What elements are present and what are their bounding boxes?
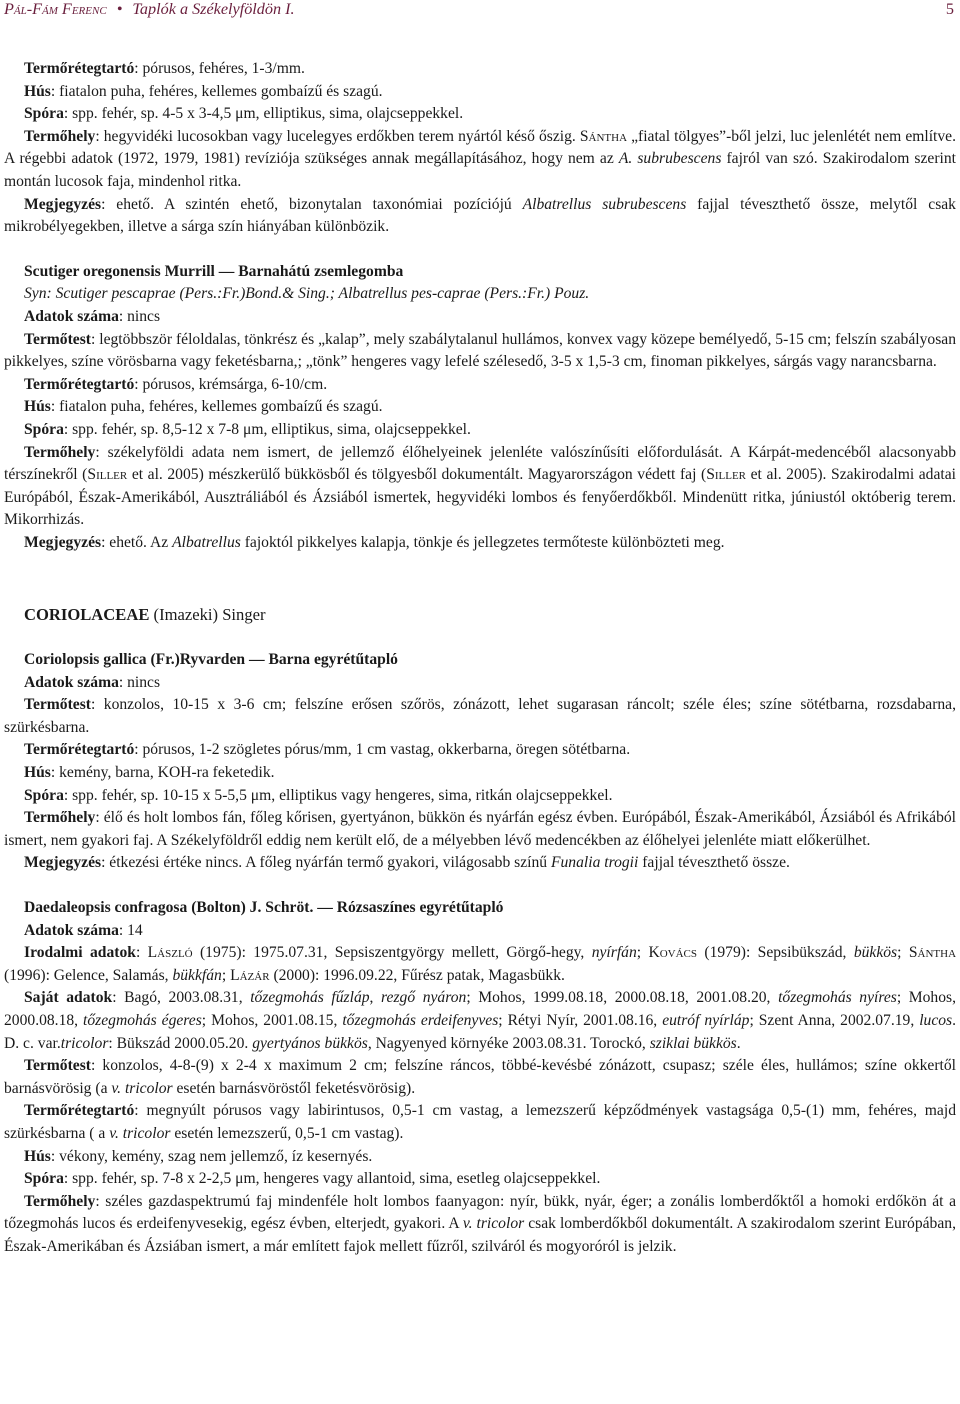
paragraph-b26: Irodalmi adatok: László (1975): 1975.07.31, Sepsiszentgyörgy mellett, Görgő-hegy, nyírfán; Kovács (1979): Sepsibükszád, bükkös; Sántha (1996): Gelence, Salamás, bükkfán; Lázár (2000): 1996.09.22, Fűrész patak, Magasbükk. — [4, 944, 957, 984]
paragraph-b22: Termőhely: élő és holt lombos fán, főleg kőrisen, gyertyánon, bükkön és nyárfán egész évben. Európából, Észak-Amerikából, Ázsiából és Afrikából ismert, nem gyakori faj. A Székelyföldről eddig nem került elő, de a mélyebben lévő medencékben az élőhelyei jelenléte miatt előkerülhet. — [4, 809, 956, 849]
header-author: Pál-Fám Ferenc — [4, 0, 107, 18]
header-title: Taplók a Székelyföldön I. — [132, 0, 295, 18]
paragraph-b2: Hús: fiatalon puha, fehéres, kellemes gombaízű és szagú. — [24, 82, 383, 100]
paragraph-b19: Termőrétegtartó: pórusos, 1-2 szögletes pórus/mm, 1 cm vastag, okkerbarna, öregen sötétbarna. — [24, 741, 631, 759]
paragraph-b6: Scutiger oregonensis Murrill — Barnahátú zsemlegomba — [24, 262, 404, 280]
paragraph-b1: Termőrétegtartó: pórusos, fehéres, 1-3/mm. — [24, 60, 305, 77]
paragraph-b21: Spóra: spp. fehér, sp. 10-15 x 5-5,5 μm, elliptikus vagy hengeres, sima, ritkán olajcseppekkel. — [24, 786, 613, 804]
page-number: 5 — [945, 0, 954, 18]
paragraph-b3: Spóra: spp. fehér, sp. 4-5 x 3-4,5 μm, elliptikus, sima, olajcseppekkel. — [24, 105, 464, 123]
header-bullet: • — [116, 0, 123, 18]
paragraph-b28: Termőtest: konzolos, 4-8-(9) x 2-4 x maximum 2 cm; felszíne ráncos, többé-kevésbé zónázott, csupasz; széle éles, hullámos; színe okkertől barnásvörösig (a v. tricolor esetén barnásvöröstől feketésvörösig). — [4, 1057, 956, 1097]
paragraph-b24: Daedaleopsis confragosa (Bolton) J. Schröt. — Rózsaszínes egyrétűtapló — [24, 899, 504, 916]
paragraph-b27: Saját adatok: Bagó, 2003.08.31, tőzegmohás fűzláp, rezgő nyáron; Mohos, 1999.08.18, 2000.08.18, 2001.08.20, tőzegmohás nyíres; Mohos, 2000.08.18, tőzegmohás égeres; Mohos, 2001.08.15, tőzegmohás erdeifenyves; Rétyi Nyír, 2001.08.16, eutróf nyírláp; Szent Anna, 2002.07.19, lucos. D. c. var.tricolor: Bükszád 2000.05.20. gyertyános bükkös, Nagyenyed környéke 2003.08.31. Torockó, sziklai bükkös. — [4, 989, 957, 1052]
paragraph-b32: Termőhely: széles gazdaspektrumú faj mindenféle holt lombos faanyagon: nyír, bükk, nyár, éger; a zonális lomberdőktől a homoki erdőkön át a tőzegmohás lucos és erdeifenyvesekig, egész évben, elterjedt, gyakori. A v. tricolor csak lomberdőkből dokumentált. A szakirodalom szerint Európában, Észak-Amerikában és Ázsiában ismert, a már említett fajok mellett fűzről, szilváról és mogyoróról is jelzik. — [4, 1192, 956, 1255]
paragraph-b15: CORIOLACEAE (Imazeki) Singer — [24, 605, 266, 625]
paragraph-b8: Adatok száma: nincs — [24, 307, 161, 325]
paragraph-b14: Megjegyzés: ehető. Az Albatrellus fajoktól pikkelyes kalapja, tönkje és jellegzetes termőteste különbözteti meg. — [24, 533, 725, 551]
paragraph-b31: Spóra: spp. fehér, sp. 7-8 x 2-2,5 μm, hengeres vagy allantoid, sima, esetleg olajcseppekkel. — [24, 1170, 601, 1188]
paragraph-b29: Termőrétegtartó: megnyúlt pórusos vagy labirintusos, 0,5-1 cm vastag, a lemezszerű képződmények vastagsága 0,5-(1) mm, fehéres, majd szürkésbarna ( a v. tricolor esetén lemezszerű, 0,5-1 cm vastag). — [4, 1102, 956, 1142]
paragraph-b16: Coriolopsis gallica (Fr.)Ryvarden — Barna egyrétűtapló — [24, 651, 398, 669]
paragraph-b12: Spóra: spp. fehér, sp. 8,5-12 x 7-8 μm, elliptikus, sima, olajcseppekkel. — [24, 420, 471, 438]
paragraph-b13: Termőhely: székelyföldi adata nem ismert, de jellemző élőhelyeinek jelenléte valószínűsíti előfordulását. A Kárpát-medencéből alacsonyabb térszínekről (Siller et al. 2005) mészkerülő bükkösből és tölgyesből dokumentált. Magyarországon védett faj (Siller et al. 2005). Szakirodalmi adatai Európából, Észak-Amerikából, Ausztráliából és Ázsiából ismertek, hegyvidéki lombos és fenyőerdőkből. Mindenütt ritka, júniustól októberig terem. Mikorrhizás. — [4, 443, 956, 529]
page-body — [4, 58, 956, 1259]
paragraph-b20: Hús: kemény, barna, KOH-ra feketedik. — [24, 764, 275, 782]
running-header — [4, 0, 954, 26]
paragraph-b30: Hús: vékony, kemény, szag nem jellemző, íz kesernyés. — [24, 1147, 373, 1165]
paragraph-b23: Megjegyzés: étkezési értéke nincs. A főleg nyárfán termő gyakori, világosabb színű Funalia trogii fajjal téveszthető össze. — [24, 854, 790, 872]
paragraph-b18: Termőtest: konzolos, 10-15 x 3-6 cm; felszíne erősen szőrös, zónázott, lehet sugarasan ráncolt; széle éles; színe sötétbarna, rozsdabarna, szürkésbarna. — [4, 696, 956, 736]
paragraph-b11: Hús: fiatalon puha, fehéres, kellemes gombaízű és szagú. — [24, 398, 383, 416]
paragraph-b7: Syn: Scutiger pescaprae (Pers.:Fr.)Bond.& Sing.; Albatrellus pes-caprae (Pers.:Fr.) Pouz. — [24, 285, 590, 303]
paragraph-b17: Adatok száma: nincs — [24, 673, 161, 691]
paragraph-b5: Megjegyzés: ehető. A szintén ehető, bizonytalan taxonómiai pozíciójú Albatrellus subrubescens fajjal téveszthető össze, melytől csak mikrobélyegekben, illetve a sárga szín hiányában különbözik. — [4, 195, 956, 236]
paragraph-b4: Termőhely: hegyvidéki lucosokban vagy lucelegyes erdőkben terem nyártól késő őszig. Sántha „fiatal tölgyes”-ből jelzi, luc jelenlétét nem említve. A régebbi adatok (1972, 1979, 1981) revíziója szükséges annak megállapításához, hogy nem az A. subrubescens fajról van szó. Szakirodalom szerint montán lucosok faja, mindenhol ritka. — [4, 127, 956, 190]
paragraph-b25: Adatok száma: 14 — [24, 921, 143, 939]
paragraph-b9: Termőtest: legtöbbször féloldalas, tönkrész és „kalap”, mely szabálytalanul hullámos, konvex vagy közepe bemélyedő, 5-15 cm; felszín szabályosan pikkelyes, színe vörösbarna vagy feketésbarna,; „tönk” hengeres vagy lefelé szélesedő, 3-5 x 1,5-3 cm, finoman pikkelyes, sárgás vagy narancsbarna. — [4, 330, 956, 371]
paragraph-b10: Termőrétegtartó: pórusos, krémsárga, 6-10/cm. — [24, 375, 328, 393]
